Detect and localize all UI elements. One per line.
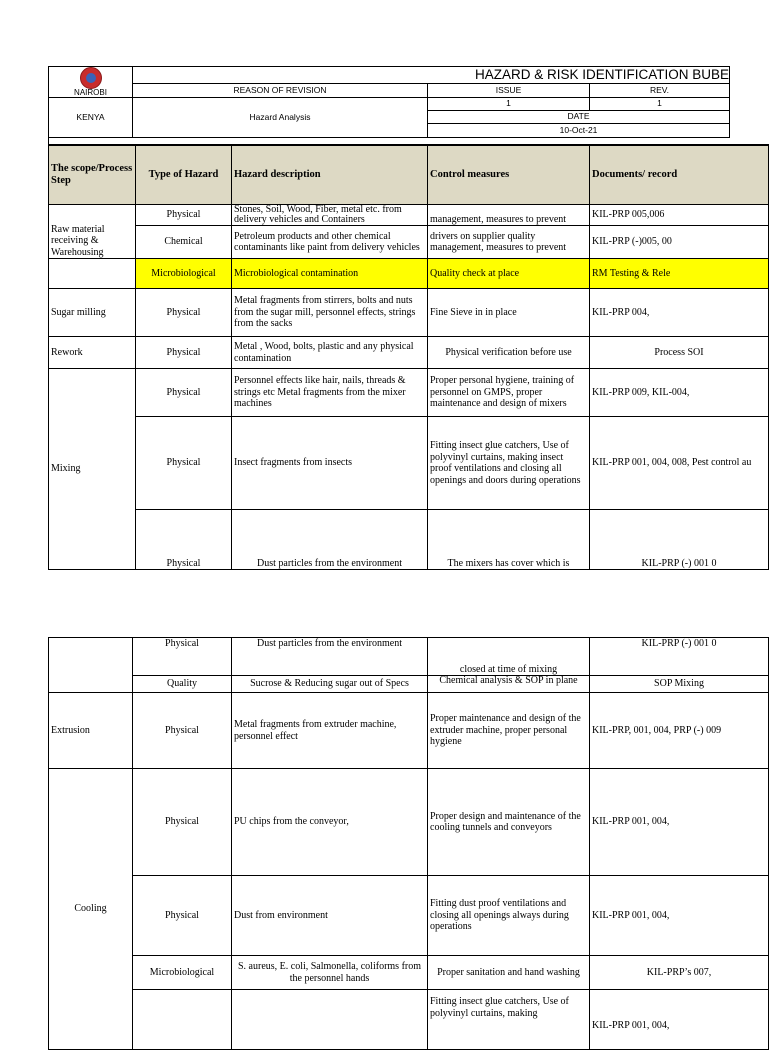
- docs-cell: KIL-PRP’s 007,: [590, 956, 769, 990]
- table-header-row: [49, 145, 769, 205]
- type-cell: Microbiological: [133, 956, 232, 990]
- table-row: [49, 769, 769, 876]
- step-cell: Mixing: [49, 369, 136, 570]
- description-cell: Dust from environment: [232, 876, 428, 956]
- docs-cell: KIL-PRP 009, KIL-004,: [590, 369, 769, 417]
- description-cell: Metal , Wood, bolts, plastic and any physical contamination: [232, 337, 428, 369]
- step-cell: Cooling: [49, 769, 133, 1050]
- reason-value: Hazard Analysis: [133, 98, 428, 138]
- rev-label: REV.: [590, 84, 730, 98]
- hazard-table-continued: [48, 637, 769, 1050]
- type-cell: Physical: [133, 876, 232, 956]
- type-cell: Physical: [136, 510, 232, 570]
- docs-cell: KIL-PRP, 001, 004, PRP (-) 009: [590, 693, 769, 769]
- table-row: [49, 369, 769, 417]
- table-row: [49, 289, 769, 337]
- location-city: NAIROBI: [74, 88, 107, 97]
- control-cell: Proper personal hygiene, training of personnel on GMPS, proper maintenance and design of mixers: [428, 369, 590, 417]
- col-header-control: Control measures: [428, 145, 590, 205]
- table-row: [49, 510, 769, 570]
- description-cell: Stones, Soil, Wood, Fiber, metal etc. from delivery vehicles and Containers: [232, 205, 428, 226]
- type-cell: Physical: [133, 638, 232, 676]
- docs-cell: KIL-PRP (-) 001 0: [590, 638, 769, 676]
- docs-cell: KIL-PRP (-)005, 00: [590, 226, 769, 259]
- table-row: [49, 638, 769, 676]
- type-cell: Chemical: [136, 226, 232, 259]
- table-row: [49, 693, 769, 769]
- issue-label: ISSUE: [428, 84, 590, 98]
- reason-label: REASON OF REVISION: [133, 84, 428, 98]
- table-row: [49, 956, 769, 990]
- hazard-table: [48, 144, 769, 570]
- control-cell: Chemical analysis & SOP in plane: [428, 676, 590, 693]
- type-cell-empty: [133, 990, 232, 1050]
- docs-cell: KIL-PRP 001, 004,: [590, 990, 769, 1050]
- company-logo-cell: [49, 67, 133, 98]
- type-cell: Quality: [133, 676, 232, 693]
- description-cell: Dust particles from the environment: [232, 638, 428, 676]
- col-header-docs: Documents/ record: [590, 145, 769, 205]
- description-cell: PU chips from the conveyor,: [232, 769, 428, 876]
- control-cell: Proper maintenance and design of the extruder machine, proper personal hygiene: [428, 693, 590, 769]
- description-cell-empty: [232, 990, 428, 1050]
- table-row: [49, 337, 769, 369]
- table-row: [49, 205, 769, 226]
- col-header-type: Type of Hazard: [136, 145, 232, 205]
- description-cell: Dust particles from the environment: [232, 510, 428, 570]
- col-header-description: Hazard description: [232, 145, 428, 205]
- control-cell: management, measures to prevent: [428, 205, 590, 226]
- step-cell: Extrusion: [49, 693, 133, 769]
- docs-cell: KIL-PRP (-) 001 0: [590, 510, 769, 570]
- description-cell: Sucrose & Reducing sugar out of Specs: [232, 676, 428, 693]
- date-value: 10-Oct-21: [428, 124, 730, 138]
- type-cell: Microbiological: [136, 259, 232, 289]
- docs-cell: RM Testing & Rele: [590, 259, 769, 289]
- table-row: [49, 990, 769, 1050]
- sheet-page-2: [48, 638, 768, 1031]
- step-cell: Sugar milling: [49, 289, 136, 337]
- docs-cell: KIL-PRP 001, 004,: [590, 769, 769, 876]
- step-cell: Raw material receiving & Warehousing: [49, 205, 136, 259]
- table-row: [49, 876, 769, 956]
- table-row: [49, 417, 769, 510]
- control-cell: Proper design and maintenance of the cooling tunnels and conveyors: [428, 769, 590, 876]
- control-cell: Proper sanitation and hand washing: [428, 956, 590, 990]
- table-row: [49, 226, 769, 259]
- docs-cell: KIL-PRP 001, 004,: [590, 876, 769, 956]
- docs-cell: SOP Mixing: [590, 676, 769, 693]
- control-cell: Fitting insect glue catchers, Use of polyvinyl curtains, making: [428, 990, 590, 1050]
- hazard-table-header: [48, 66, 730, 138]
- description-cell: Microbiological contamination: [232, 259, 428, 289]
- type-cell: Physical: [133, 769, 232, 876]
- date-label: DATE: [428, 111, 730, 124]
- docs-cell: Process SOI: [590, 337, 769, 369]
- company-seal-icon: [80, 67, 102, 89]
- description-cell: Insect fragments from insects: [232, 417, 428, 510]
- type-cell: Physical: [133, 693, 232, 769]
- control-cell: Physical verification before use: [428, 337, 590, 369]
- table-row-highlighted: [49, 259, 769, 289]
- control-cell: Fitting insect glue catchers, Use of polyvinyl curtains, making insect proof ventilations and closing all openings and doors during operations: [428, 417, 590, 510]
- type-cell: Physical: [136, 369, 232, 417]
- docs-cell: KIL-PRP 005,006: [590, 205, 769, 226]
- step-cell: Rework: [49, 337, 136, 369]
- type-cell: Physical: [136, 289, 232, 337]
- description-cell: Petroleum products and other chemical contaminants like paint from delivery vehicles: [232, 226, 428, 259]
- docs-cell: KIL-PRP 001, 004, 008, Pest control au: [590, 417, 769, 510]
- location-country: KENYA: [49, 98, 133, 138]
- issue-value: 1: [428, 98, 590, 111]
- rev-value: 1: [590, 98, 730, 111]
- type-cell: Physical: [136, 205, 232, 226]
- control-cell: drivers on supplier quality management, measures to prevent: [428, 226, 590, 259]
- sheet-page-1: [48, 66, 768, 569]
- control-cell: Fine Sieve in in place: [428, 289, 590, 337]
- control-cell: Quality check at place: [428, 259, 590, 289]
- description-cell: Metal fragments from stirrers, bolts and nuts from the sugar mill, personnel effects, strings from the sacks: [232, 289, 428, 337]
- description-cell: Personnel effects like hair, nails, threads & strings etc Metal fragments from the mixer machines: [232, 369, 428, 417]
- document-title: HAZARD & RISK IDENTIFICATION BUBE: [133, 67, 730, 84]
- table-row: [49, 676, 769, 693]
- type-cell: Physical: [136, 337, 232, 369]
- control-cell: The mixers has cover which is: [428, 510, 590, 570]
- control-cell: closed at time of mixing: [428, 638, 590, 676]
- col-header-step: The scope/Process Step: [49, 145, 136, 205]
- step-cell-empty: [49, 638, 133, 693]
- step-cell-empty: [49, 259, 136, 289]
- description-cell: S. aureus, E. coli, Salmonella, coliforms from the personnel hands: [232, 956, 428, 990]
- docs-cell: KIL-PRP 004,: [590, 289, 769, 337]
- type-cell: Physical: [136, 417, 232, 510]
- control-cell: Fitting dust proof ventilations and closing all openings always during operations: [428, 876, 590, 956]
- description-cell: Metal fragments from extruder machine, personnel effect: [232, 693, 428, 769]
